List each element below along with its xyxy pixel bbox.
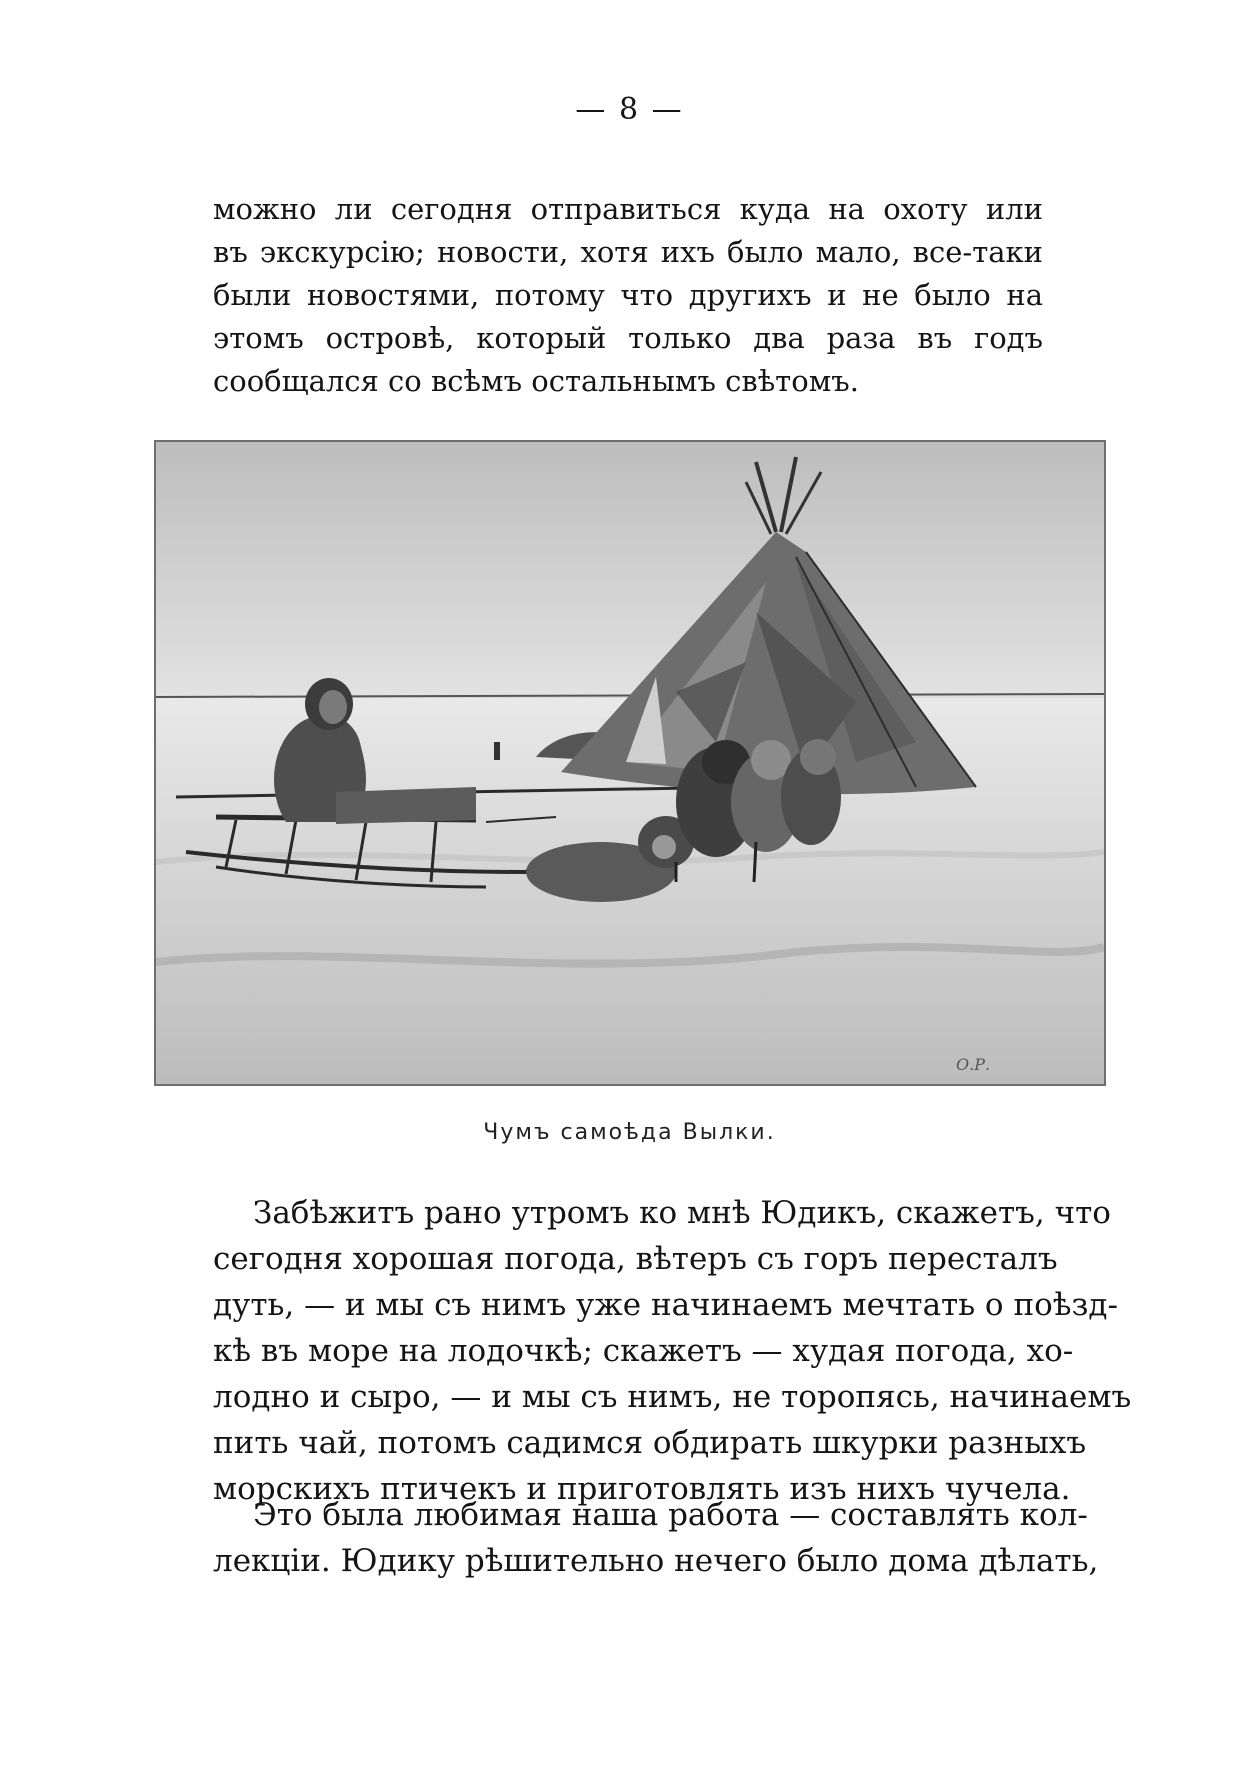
distant-figure [494, 742, 500, 760]
paragraph-2 [213, 1190, 1132, 1512]
sky [156, 442, 1104, 697]
text-line: Это была любимая наша работа — составлять кол- [253, 1497, 1088, 1533]
text-line: были новостями, потому что другихъ и не было на [213, 278, 1043, 312]
text-line: сегодня хорошая погода, вѣтеръ съ горъ пересталъ [213, 1241, 1058, 1277]
text-line: кѣ въ море на лодочкѣ; скажетъ — худая погода, хо- [213, 1333, 1074, 1369]
text-line: лодно и сыро, — и мы съ нимъ, не торопясь, начинаемъ [213, 1379, 1132, 1415]
illustration-chum [154, 440, 1106, 1086]
text-line: въ экскурсію; новости, хотя ихъ было мало, все-таки [213, 235, 1043, 269]
engraving-image [156, 442, 1104, 1084]
paragraph-1 [213, 188, 1043, 403]
text-line: морскихъ птичекъ и приготовлять изъ нихъ чучела. [213, 1471, 1071, 1507]
text-line: Забѣжитъ рано утромъ ко мнѣ Юдикъ, скажетъ, что [253, 1195, 1111, 1231]
text-line: лекціи. Юдику рѣшительно нечего было дома дѣлать, [213, 1543, 1099, 1579]
text-line: пить чай, потомъ садимся обдирать шкурки разныхъ [213, 1425, 1087, 1461]
paragraph-3 [213, 1492, 1099, 1584]
text-line: можно ли сегодня отправиться куда на охоту или [213, 192, 1043, 226]
text-line: сообщался со всѣмъ остальнымъ свѣтомъ. [213, 364, 859, 398]
artist-signature: О.Р. [956, 1055, 991, 1074]
figure-caption: Чумъ самоѣда Вылки. [483, 1120, 776, 1145]
page-number: — 8 — [575, 92, 684, 127]
text-line: дуть, — и мы съ нимъ уже начинаемъ мечтать о поѣзд- [213, 1287, 1118, 1323]
text-line: этомъ островѣ, который только два раза въ годъ [213, 321, 1043, 355]
